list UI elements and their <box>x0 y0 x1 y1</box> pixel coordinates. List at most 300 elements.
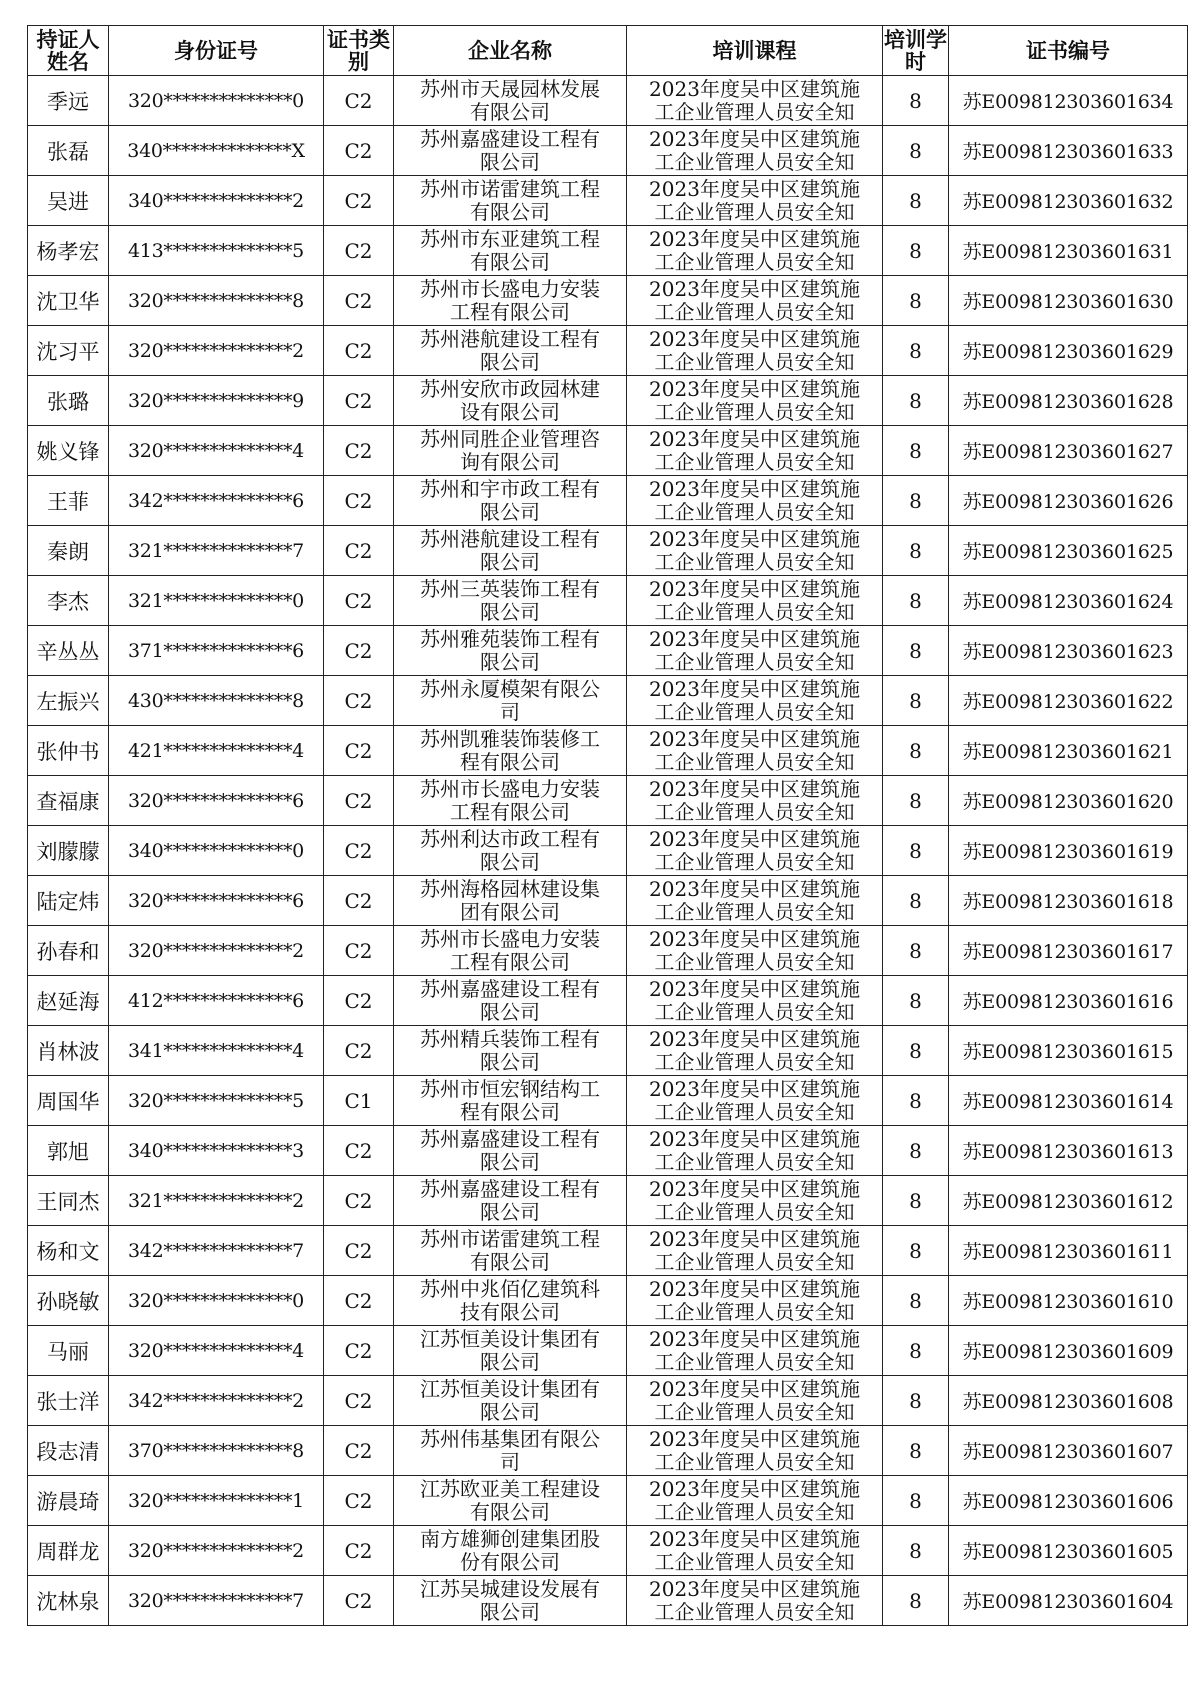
cell-course <box>627 776 883 826</box>
cell-course-text: 2023年度吴中区建筑施工企业管理人员安全知 <box>649 177 860 224</box>
table-header <box>28 26 1188 76</box>
table-row <box>28 476 1188 526</box>
cell-cert-number: 苏E009812303601629 <box>949 326 1188 376</box>
cell-company-text: 苏州市长盛电力安装工程有限公司 <box>420 927 600 974</box>
cell-id-number: 340**************0 <box>109 826 324 876</box>
cell-id-number: 321**************7 <box>109 526 324 576</box>
cell-id-number: 370**************8 <box>109 1426 324 1476</box>
cell-company-text: 江苏欧亚美工程建设有限公司 <box>420 1477 600 1524</box>
table-row <box>28 926 1188 976</box>
cell-cert-number: 苏E009812303601634 <box>949 76 1188 126</box>
cell-hours: 8 <box>883 276 949 326</box>
cell-holder-name: 沈卫华 <box>28 276 109 326</box>
cell-cert-number: 苏E009812303601616 <box>949 976 1188 1026</box>
cell-course-text: 2023年度吴中区建筑施工企业管理人员安全知 <box>649 1127 860 1174</box>
cell-cert-category: C2 <box>324 176 394 226</box>
table-row <box>28 1326 1188 1376</box>
header-course: 培训课程 <box>627 26 883 76</box>
header-cert-category: 证书类别 <box>324 26 394 76</box>
cell-course <box>627 726 883 776</box>
cell-course-text: 2023年度吴中区建筑施工企业管理人员安全知 <box>649 127 860 174</box>
cell-cert-number: 苏E009812303601612 <box>949 1176 1188 1226</box>
cell-holder-name: 周群龙 <box>28 1526 109 1576</box>
cell-company-text: 苏州海格园林建设集团有限公司 <box>420 877 600 924</box>
cell-id-number: 320**************2 <box>109 326 324 376</box>
cell-cert-category: C2 <box>324 1526 394 1576</box>
table-row <box>28 576 1188 626</box>
cell-company <box>394 1526 627 1576</box>
cell-holder-name: 游晨琦 <box>28 1476 109 1526</box>
cell-cert-number: 苏E009812303601622 <box>949 676 1188 726</box>
cell-holder-name: 王同杰 <box>28 1176 109 1226</box>
cell-company <box>394 1226 627 1276</box>
table-row <box>28 1126 1188 1176</box>
cell-hours: 8 <box>883 126 949 176</box>
table-row <box>28 1176 1188 1226</box>
cell-course-text: 2023年度吴中区建筑施工企业管理人员安全知 <box>649 1177 860 1224</box>
table-row <box>28 1476 1188 1526</box>
cell-id-number: 371**************6 <box>109 626 324 676</box>
cell-company <box>394 976 627 1026</box>
cell-holder-name: 沈林泉 <box>28 1576 109 1626</box>
cell-holder-name: 孙春和 <box>28 926 109 976</box>
table-row <box>28 426 1188 476</box>
cell-cert-category: C2 <box>324 1376 394 1426</box>
table-row <box>28 276 1188 326</box>
cell-hours: 8 <box>883 476 949 526</box>
cell-cert-category: C2 <box>324 1126 394 1176</box>
cell-hours: 8 <box>883 1276 949 1326</box>
cell-course <box>627 926 883 976</box>
cell-company-text: 苏州永厦模架有限公司 <box>420 677 600 724</box>
cell-company <box>394 1126 627 1176</box>
cell-course-text: 2023年度吴中区建筑施工企业管理人员安全知 <box>649 927 860 974</box>
table-row <box>28 876 1188 926</box>
cell-course <box>627 976 883 1026</box>
table-row <box>28 776 1188 826</box>
cell-cert-number: 苏E009812303601630 <box>949 276 1188 326</box>
cell-cert-number: 苏E009812303601621 <box>949 726 1188 776</box>
cell-hours: 8 <box>883 1576 949 1626</box>
cell-course <box>627 1176 883 1226</box>
cell-cert-category: C2 <box>324 426 394 476</box>
cell-course <box>627 1526 883 1576</box>
cell-hours: 8 <box>883 726 949 776</box>
cell-cert-number: 苏E009812303601609 <box>949 1326 1188 1376</box>
cell-id-number: 320**************6 <box>109 876 324 926</box>
cell-holder-name: 季远 <box>28 76 109 126</box>
table-row <box>28 1376 1188 1426</box>
cell-cert-number: 苏E009812303601625 <box>949 526 1188 576</box>
cell-hours: 8 <box>883 1176 949 1226</box>
cell-course-text: 2023年度吴中区建筑施工企业管理人员安全知 <box>649 977 860 1024</box>
cell-cert-category: C2 <box>324 276 394 326</box>
table-row <box>28 1026 1188 1076</box>
cell-id-number: 341**************4 <box>109 1026 324 1076</box>
cell-company-text: 江苏恒美设计集团有限公司 <box>420 1327 600 1374</box>
cell-course <box>627 426 883 476</box>
cell-id-number: 320**************4 <box>109 1326 324 1376</box>
cell-hours: 8 <box>883 1126 949 1176</box>
cell-hours: 8 <box>883 676 949 726</box>
cell-course-text: 2023年度吴中区建筑施工企业管理人员安全知 <box>649 1327 860 1374</box>
cell-course-text: 2023年度吴中区建筑施工企业管理人员安全知 <box>649 827 860 874</box>
cell-id-number: 430**************8 <box>109 676 324 726</box>
cell-cert-category: C2 <box>324 526 394 576</box>
table-row <box>28 226 1188 276</box>
table-row <box>28 626 1188 676</box>
cell-course <box>627 226 883 276</box>
cell-cert-number: 苏E009812303601611 <box>949 1226 1188 1276</box>
table-row <box>28 1076 1188 1126</box>
cell-course <box>627 1226 883 1276</box>
cell-holder-name: 姚义锋 <box>28 426 109 476</box>
cell-course-text: 2023年度吴中区建筑施工企业管理人员安全知 <box>649 277 860 324</box>
cell-cert-category: C2 <box>324 626 394 676</box>
cell-cert-category: C2 <box>324 376 394 426</box>
cell-cert-number: 苏E009812303601608 <box>949 1376 1188 1426</box>
cell-holder-name: 沈习平 <box>28 326 109 376</box>
cell-id-number: 412**************6 <box>109 976 324 1026</box>
cell-course <box>627 876 883 926</box>
cell-id-number: 320**************9 <box>109 376 324 426</box>
cell-company-text: 苏州市天晟园林发展有限公司 <box>420 77 600 124</box>
cell-cert-category: C2 <box>324 776 394 826</box>
header-cert-number: 证书编号 <box>949 26 1188 76</box>
cell-holder-name: 张磊 <box>28 126 109 176</box>
cell-holder-name: 李杰 <box>28 576 109 626</box>
cell-cert-category: C2 <box>324 76 394 126</box>
cell-course-text: 2023年度吴中区建筑施工企业管理人员安全知 <box>649 327 860 374</box>
cell-holder-name: 杨孝宏 <box>28 226 109 276</box>
cell-course-text: 2023年度吴中区建筑施工企业管理人员安全知 <box>649 1577 860 1624</box>
table-row <box>28 1576 1188 1626</box>
cell-company <box>394 1576 627 1626</box>
cell-id-number: 340**************2 <box>109 176 324 226</box>
cell-company <box>394 676 627 726</box>
cell-cert-number: 苏E009812303601615 <box>949 1026 1188 1076</box>
cell-cert-category: C2 <box>324 326 394 376</box>
header-row <box>28 26 1188 76</box>
cell-holder-name: 辛丛丛 <box>28 626 109 676</box>
cell-company <box>394 726 627 776</box>
cell-cert-number: 苏E009812303601624 <box>949 576 1188 626</box>
cell-hours: 8 <box>883 1526 949 1576</box>
cell-cert-number: 苏E009812303601605 <box>949 1526 1188 1576</box>
cell-company <box>394 626 627 676</box>
cell-id-number: 320**************4 <box>109 426 324 476</box>
cell-course <box>627 1076 883 1126</box>
cell-company <box>394 826 627 876</box>
cell-cert-category: C2 <box>324 876 394 926</box>
cell-company <box>394 476 627 526</box>
cell-course <box>627 526 883 576</box>
cell-company-text: 苏州港航建设工程有限公司 <box>420 327 600 374</box>
cell-company <box>394 76 627 126</box>
cell-course-text: 2023年度吴中区建筑施工企业管理人员安全知 <box>649 1527 860 1574</box>
cell-company-text: 苏州市长盛电力安装工程有限公司 <box>420 777 600 824</box>
cell-holder-name: 赵延海 <box>28 976 109 1026</box>
table-row <box>28 826 1188 876</box>
cell-company-text: 苏州伟基集团有限公司 <box>420 1427 600 1474</box>
cell-holder-name: 查福康 <box>28 776 109 826</box>
cell-company-text: 苏州雅苑装饰工程有限公司 <box>420 627 600 674</box>
cell-course-text: 2023年度吴中区建筑施工企业管理人员安全知 <box>649 1077 860 1124</box>
cell-company <box>394 926 627 976</box>
cell-course <box>627 1376 883 1426</box>
table-row <box>28 1426 1188 1476</box>
header-hours: 培训学时 <box>884 27 947 74</box>
cell-company <box>394 1276 627 1326</box>
cell-course <box>627 1426 883 1476</box>
cell-hours: 8 <box>883 526 949 576</box>
cell-company-text: 苏州中兆佰亿建筑科技有限公司 <box>420 1277 600 1324</box>
cell-course <box>627 326 883 376</box>
cell-hours: 8 <box>883 326 949 376</box>
cell-holder-name: 张仲书 <box>28 726 109 776</box>
cell-company <box>394 1426 627 1476</box>
cell-course <box>627 1026 883 1076</box>
cell-company-text: 苏州市恒宏钢结构工程有限公司 <box>420 1077 600 1124</box>
cell-hours: 8 <box>883 426 949 476</box>
table-row <box>28 376 1188 426</box>
cell-cert-category: C1 <box>324 1076 394 1126</box>
cell-hours: 8 <box>883 976 949 1026</box>
cell-company-text: 苏州港航建设工程有限公司 <box>420 527 600 574</box>
cell-course <box>627 1326 883 1376</box>
cell-hours: 8 <box>883 626 949 676</box>
cell-id-number: 320**************0 <box>109 1276 324 1326</box>
cell-company <box>394 876 627 926</box>
cell-course-text: 2023年度吴中区建筑施工企业管理人员安全知 <box>649 777 860 824</box>
table-row <box>28 676 1188 726</box>
table-row <box>28 176 1188 226</box>
cell-cert-number: 苏E009812303601632 <box>949 176 1188 226</box>
table-row <box>28 76 1188 126</box>
cell-cert-number: 苏E009812303601618 <box>949 876 1188 926</box>
cell-id-number: 320**************1 <box>109 1476 324 1526</box>
cell-hours: 8 <box>883 176 949 226</box>
cell-company-text: 苏州市诺雷建筑工程有限公司 <box>420 1227 600 1274</box>
cell-cert-category: C2 <box>324 1176 394 1226</box>
cell-course-text: 2023年度吴中区建筑施工企业管理人员安全知 <box>649 627 860 674</box>
cell-holder-name: 秦朗 <box>28 526 109 576</box>
certificate-table <box>27 25 1188 1626</box>
cell-course <box>627 176 883 226</box>
cell-company-text: 江苏恒美设计集团有限公司 <box>420 1377 600 1424</box>
cell-company <box>394 326 627 376</box>
cell-company <box>394 1376 627 1426</box>
cell-cert-number: 苏E009812303601610 <box>949 1276 1188 1326</box>
cell-holder-name: 刘朦朦 <box>28 826 109 876</box>
cell-course-text: 2023年度吴中区建筑施工企业管理人员安全知 <box>649 227 860 274</box>
cell-cert-category: C2 <box>324 1276 394 1326</box>
cell-holder-name: 左振兴 <box>28 676 109 726</box>
cell-company <box>394 1326 627 1376</box>
cell-course <box>627 376 883 426</box>
cell-cert-number: 苏E009812303601619 <box>949 826 1188 876</box>
cell-holder-name: 郭旭 <box>28 1126 109 1176</box>
table-row <box>28 1276 1188 1326</box>
table-row <box>28 526 1188 576</box>
table-row <box>28 326 1188 376</box>
table-row <box>28 1226 1188 1276</box>
cell-company <box>394 1026 627 1076</box>
cell-company-text: 苏州安欣市政园林建设有限公司 <box>420 377 600 424</box>
cell-hours: 8 <box>883 576 949 626</box>
cell-company-text: 苏州三英装饰工程有限公司 <box>420 577 600 624</box>
cell-holder-name: 吴进 <box>28 176 109 226</box>
cell-course-text: 2023年度吴中区建筑施工企业管理人员安全知 <box>649 1427 860 1474</box>
cell-cert-category: C2 <box>324 726 394 776</box>
cell-id-number: 320**************2 <box>109 1526 324 1576</box>
cell-company-text: 苏州嘉盛建设工程有限公司 <box>420 1177 600 1224</box>
cell-cert-category: C2 <box>324 1226 394 1276</box>
cell-cert-category: C2 <box>324 476 394 526</box>
cell-id-number: 320**************6 <box>109 776 324 826</box>
cell-course-text: 2023年度吴中区建筑施工企业管理人员安全知 <box>649 377 860 424</box>
cell-company <box>394 276 627 326</box>
cell-company-text: 苏州市诺雷建筑工程有限公司 <box>420 177 600 224</box>
cell-course <box>627 276 883 326</box>
cell-id-number: 320**************0 <box>109 76 324 126</box>
cell-cert-category: C2 <box>324 576 394 626</box>
cell-company-text: 苏州利达市政工程有限公司 <box>420 827 600 874</box>
cell-company-text: 江苏吴城建设发展有限公司 <box>420 1577 600 1624</box>
cell-cert-category: C2 <box>324 1576 394 1626</box>
cell-id-number: 320**************2 <box>109 926 324 976</box>
cell-holder-name: 段志清 <box>28 1426 109 1476</box>
cell-company-text: 苏州和宇市政工程有限公司 <box>420 477 600 524</box>
cell-course <box>627 626 883 676</box>
cell-holder-name: 张璐 <box>28 376 109 426</box>
cell-course <box>627 826 883 876</box>
cell-holder-name: 肖林波 <box>28 1026 109 1076</box>
cell-hours: 8 <box>883 1076 949 1126</box>
cell-company <box>394 526 627 576</box>
cell-course-text: 2023年度吴中区建筑施工企业管理人员安全知 <box>649 427 860 474</box>
cell-cert-category: C2 <box>324 1476 394 1526</box>
cell-hours: 8 <box>883 1426 949 1476</box>
cell-cert-number: 苏E009812303601606 <box>949 1476 1188 1526</box>
cell-cert-number: 苏E009812303601628 <box>949 376 1188 426</box>
cell-id-number: 340**************X <box>109 126 324 176</box>
cell-holder-name: 陆定炜 <box>28 876 109 926</box>
cell-hours: 8 <box>883 876 949 926</box>
cell-id-number: 320**************7 <box>109 1576 324 1626</box>
cell-cert-category: C2 <box>324 1026 394 1076</box>
cell-course-text: 2023年度吴中区建筑施工企业管理人员安全知 <box>649 527 860 574</box>
cell-course-text: 2023年度吴中区建筑施工企业管理人员安全知 <box>649 477 860 524</box>
header-id-number: 身份证号 <box>109 26 324 76</box>
cell-cert-category: C2 <box>324 976 394 1026</box>
cell-id-number: 421**************4 <box>109 726 324 776</box>
cell-cert-number: 苏E009812303601633 <box>949 126 1188 176</box>
cell-holder-name: 张士洋 <box>28 1376 109 1426</box>
cell-cert-number: 苏E009812303601620 <box>949 776 1188 826</box>
cell-cert-number: 苏E009812303601623 <box>949 626 1188 676</box>
cell-course <box>627 676 883 726</box>
cell-hours: 8 <box>883 76 949 126</box>
cell-cert-category: C2 <box>324 1326 394 1376</box>
cell-company-text: 苏州市长盛电力安装工程有限公司 <box>420 277 600 324</box>
cell-course <box>627 476 883 526</box>
cell-company <box>394 576 627 626</box>
cell-hours: 8 <box>883 1026 949 1076</box>
cell-hours: 8 <box>883 826 949 876</box>
table-body <box>28 76 1188 1626</box>
cell-id-number: 342**************2 <box>109 1376 324 1426</box>
cell-company-text: 南方雄狮创建集团股份有限公司 <box>420 1527 600 1574</box>
table-row <box>28 976 1188 1026</box>
cell-hours: 8 <box>883 1226 949 1276</box>
table-row <box>28 1526 1188 1576</box>
cell-company-text: 苏州嘉盛建设工程有限公司 <box>420 127 600 174</box>
header-company: 企业名称 <box>394 26 627 76</box>
cell-company-text: 苏州市东亚建筑工程有限公司 <box>420 227 600 274</box>
cell-id-number: 342**************6 <box>109 476 324 526</box>
cell-course <box>627 1576 883 1626</box>
cell-course-text: 2023年度吴中区建筑施工企业管理人员安全知 <box>649 1227 860 1274</box>
cell-hours: 8 <box>883 1376 949 1426</box>
cell-holder-name: 杨和文 <box>28 1226 109 1276</box>
cell-cert-category: C2 <box>324 826 394 876</box>
cell-company <box>394 1476 627 1526</box>
cell-hours: 8 <box>883 1326 949 1376</box>
cell-id-number: 413**************5 <box>109 226 324 276</box>
cell-cert-category: C2 <box>324 676 394 726</box>
cell-cert-number: 苏E009812303601607 <box>949 1426 1188 1476</box>
cell-cert-number: 苏E009812303601604 <box>949 1576 1188 1626</box>
cell-course-text: 2023年度吴中区建筑施工企业管理人员安全知 <box>649 727 860 774</box>
cell-cert-category: C2 <box>324 226 394 276</box>
cell-id-number: 320**************5 <box>109 1076 324 1126</box>
cell-cert-number: 苏E009812303601627 <box>949 426 1188 476</box>
cell-holder-name: 周国华 <box>28 1076 109 1126</box>
cell-course-text: 2023年度吴中区建筑施工企业管理人员安全知 <box>649 677 860 724</box>
cell-course-text: 2023年度吴中区建筑施工企业管理人员安全知 <box>649 1027 860 1074</box>
cell-company <box>394 426 627 476</box>
cell-id-number: 321**************0 <box>109 576 324 626</box>
cell-company <box>394 226 627 276</box>
cell-cert-number: 苏E009812303601626 <box>949 476 1188 526</box>
header-holder-name: 持证人姓名 <box>28 26 109 76</box>
cell-cert-category: C2 <box>324 926 394 976</box>
cell-hours: 8 <box>883 776 949 826</box>
cell-company <box>394 1176 627 1226</box>
cell-company-text: 苏州嘉盛建设工程有限公司 <box>420 977 600 1024</box>
cell-id-number: 320**************8 <box>109 276 324 326</box>
cell-id-number: 342**************7 <box>109 1226 324 1276</box>
cell-course <box>627 576 883 626</box>
cell-course <box>627 1476 883 1526</box>
cell-company-text: 苏州同胜企业管理咨询有限公司 <box>420 427 600 474</box>
cell-holder-name: 孙晓敏 <box>28 1276 109 1326</box>
cell-course-text: 2023年度吴中区建筑施工企业管理人员安全知 <box>649 1277 860 1324</box>
cell-cert-number: 苏E009812303601614 <box>949 1076 1188 1126</box>
table-row <box>28 726 1188 776</box>
cell-company <box>394 776 627 826</box>
table-row <box>28 126 1188 176</box>
cell-course <box>627 126 883 176</box>
cell-course <box>627 1126 883 1176</box>
cell-company <box>394 126 627 176</box>
cell-holder-name: 王菲 <box>28 476 109 526</box>
cell-course-text: 2023年度吴中区建筑施工企业管理人员安全知 <box>649 1377 860 1424</box>
cell-hours: 8 <box>883 926 949 976</box>
cell-id-number: 340**************3 <box>109 1126 324 1176</box>
cell-hours: 8 <box>883 1476 949 1526</box>
